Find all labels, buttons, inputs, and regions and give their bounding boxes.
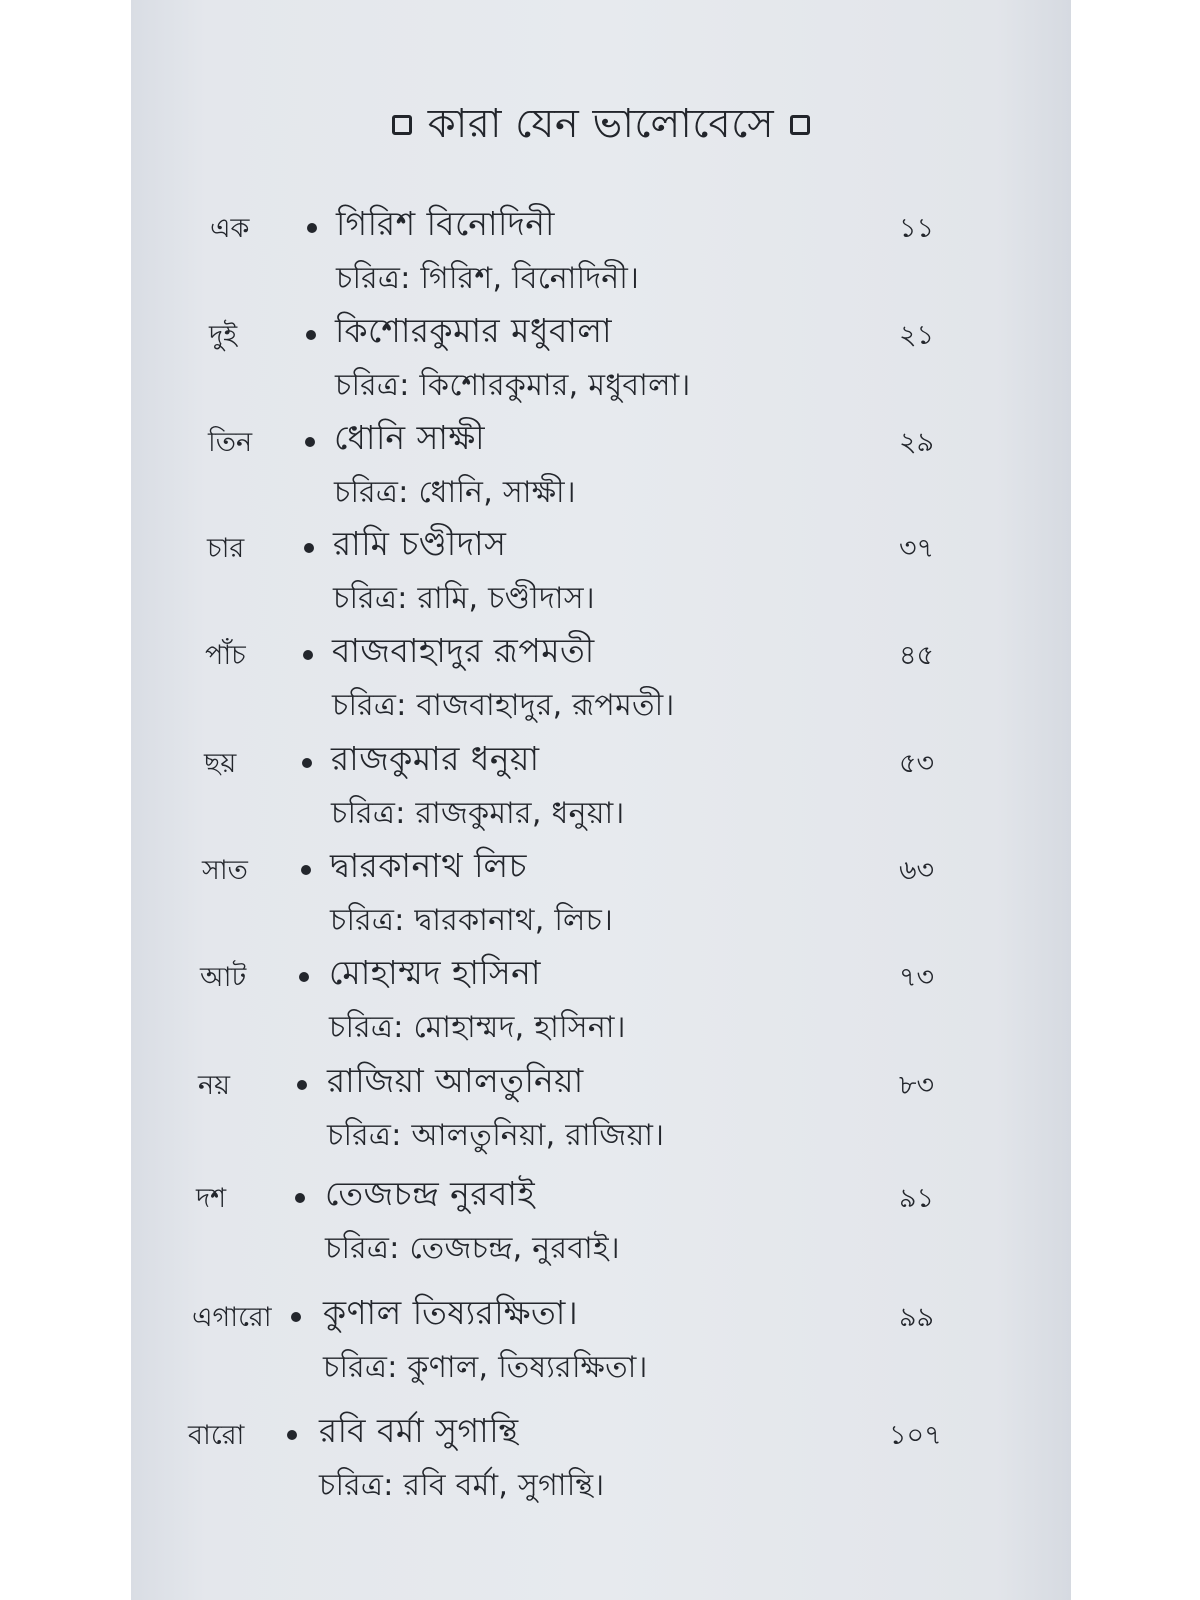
page-number: ৬৩ <box>899 855 935 886</box>
chapter-characters: চরিত্র: মোহাম্মদ, হাসিনা। <box>329 1010 626 1045</box>
chapter-title: তেজচন্দ্র নুরবাই <box>325 1174 536 1213</box>
chapter-number: নয় <box>198 1070 231 1101</box>
chapter-number: আট <box>200 962 247 993</box>
book-page <box>131 0 1071 1600</box>
chapter-number: এগারো <box>192 1302 272 1333</box>
toc-entry <box>131 196 1071 306</box>
page-number: ৮৩ <box>899 1070 935 1101</box>
page-number: ৭৩ <box>899 962 935 993</box>
page-number: ২১ <box>899 320 935 351</box>
bullet-icon <box>307 223 317 233</box>
page-title: কারা যেন ভালোবেসে <box>427 100 775 147</box>
chapter-characters: চরিত্র: গিরিশ, বিনোদিনী। <box>336 261 640 296</box>
chapter-title: দ্বারকানাথ লিচ <box>330 846 527 885</box>
chapter-characters: চরিত্র: রামি, চণ্ডীদাস। <box>333 581 595 616</box>
bullet-icon <box>301 865 311 875</box>
chapter-title: কুণাল তিষ্যরক্ষিতা। <box>323 1293 579 1332</box>
page-number: ৩৭ <box>899 533 935 564</box>
bullet-icon <box>306 330 316 340</box>
chapter-title: রাজকুমার ধনুয়া <box>331 739 540 778</box>
chapter-title: ধোনি সাক্ষী <box>334 418 486 457</box>
bullet-icon <box>303 650 313 660</box>
square-icon <box>392 115 412 135</box>
page-number: ২৯ <box>899 427 935 458</box>
chapter-number: পাঁচ <box>205 640 246 671</box>
chapter-characters: চরিত্র: কুণাল, তিষ্যরক্ষিতা। <box>323 1350 648 1385</box>
toc-entry <box>131 838 1071 948</box>
bullet-icon <box>305 437 315 447</box>
toc-entry <box>131 1403 1071 1513</box>
chapter-number: দুই <box>209 320 238 351</box>
chapter-title: রামি চণ্ডীদাস <box>333 524 507 563</box>
bullet-icon <box>287 1430 297 1440</box>
page-number: ৫৩ <box>899 748 935 779</box>
chapter-number: চার <box>207 533 245 564</box>
chapter-number: সাত <box>202 855 248 886</box>
page-number: ৯১ <box>899 1183 935 1214</box>
contents-header <box>131 95 1071 155</box>
toc-entry <box>131 945 1071 1055</box>
chapter-title: মোহাম্মদ হাসিনা <box>329 953 541 992</box>
bullet-icon <box>299 972 309 982</box>
page-number: ১১ <box>899 213 935 244</box>
chapter-characters: চরিত্র: দ্বারকানাথ, লিচ। <box>330 903 614 938</box>
chapter-title: রবি বর্মা সুগান্থি <box>319 1411 519 1450</box>
chapter-title: বাজবাহাদুর রূপমতী <box>332 631 595 670</box>
chapter-number: এক <box>210 213 250 244</box>
toc-entry <box>131 1285 1071 1395</box>
toc-entry <box>131 623 1071 733</box>
page-number: ৪৫ <box>899 640 935 671</box>
page-number: ১০৭ <box>889 1420 942 1451</box>
chapter-number: তিন <box>208 427 253 458</box>
toc-entry <box>131 1166 1071 1276</box>
bullet-icon <box>302 758 312 768</box>
page-number: ৯৯ <box>899 1302 935 1333</box>
square-icon <box>790 115 810 135</box>
chapter-number: ছয় <box>204 748 237 779</box>
chapter-characters: চরিত্র: রবি বর্মা, সুগান্থি। <box>319 1468 605 1503</box>
chapter-title: রাজিয়া আলতুনিয়া <box>327 1061 584 1100</box>
chapter-characters: চরিত্র: আলতুনিয়া, রাজিয়া। <box>327 1118 665 1153</box>
chapter-characters: চরিত্র: ধোনি, সাক্ষী। <box>334 475 576 510</box>
chapter-number: দশ <box>196 1183 227 1214</box>
chapter-characters: চরিত্র: তেজচন্দ্র, নুরবাই। <box>325 1231 620 1266</box>
chapter-title: কিশোরকুমার মধুবালা <box>335 311 613 350</box>
toc-entry <box>131 516 1071 626</box>
toc-entry <box>131 410 1071 520</box>
chapter-characters: চরিত্র: বাজবাহাদুর, রূপমতী। <box>332 688 675 723</box>
toc-entry <box>131 1053 1071 1163</box>
chapter-title: গিরিশ বিনোদিনী <box>336 204 555 243</box>
toc-entry <box>131 303 1071 413</box>
bullet-icon <box>295 1193 305 1203</box>
bullet-icon <box>304 543 314 553</box>
chapter-characters: চরিত্র: কিশোরকুমার, মধুবালা। <box>335 368 691 403</box>
bullet-icon <box>291 1312 301 1322</box>
bullet-icon <box>297 1080 307 1090</box>
toc-entry <box>131 731 1071 841</box>
chapter-number: বারো <box>188 1420 245 1451</box>
chapter-characters: চরিত্র: রাজকুমার, ধনুয়া। <box>331 796 625 831</box>
